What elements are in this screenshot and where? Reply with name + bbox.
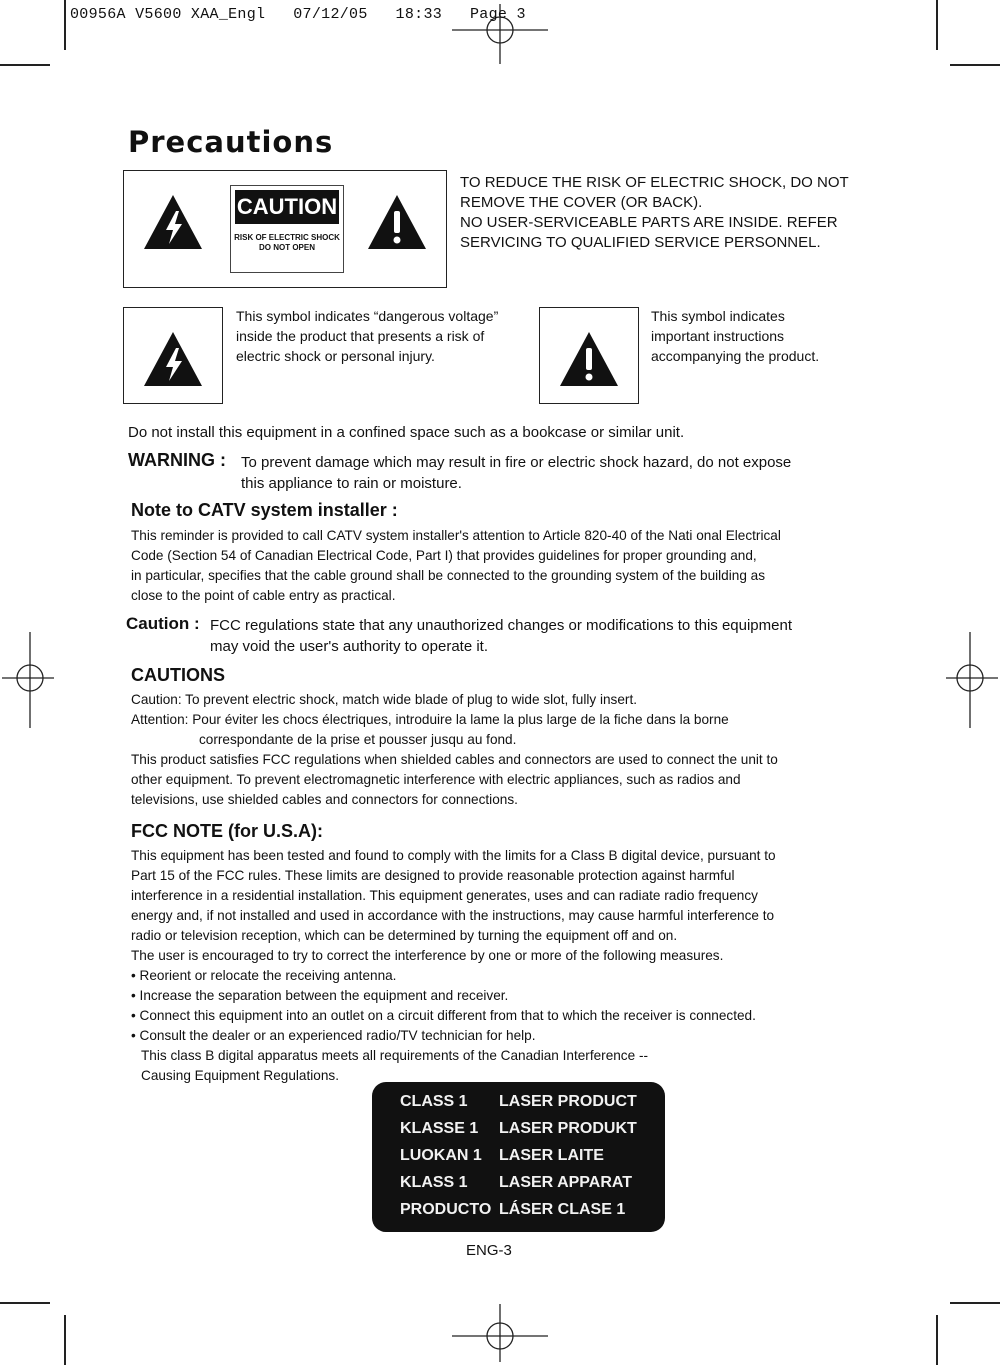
print-slug: 00956A V5600 XAA_Engl 07/12/05 18:33 Page 3: [70, 6, 526, 23]
caution-sticker-line2: DO NOT OPEN: [258, 243, 315, 252]
crop-mark: [0, 64, 50, 66]
registration-mark-left: [0, 630, 56, 730]
description-line: This symbol indicates: [651, 308, 785, 324]
caution-sticker-title: CAUTION: [235, 190, 339, 224]
warning-line: REMOVE THE COVER (OR BACK).: [460, 194, 703, 211]
page-number: ENG-3: [466, 1242, 512, 1259]
body-line: Part 15 of the FCC rules. These limits are designed to provide reasonable protection against harmful: [131, 868, 735, 883]
instructions-symbol-box: [539, 307, 639, 404]
body-line: This equipment has been tested and found to comply with the limits for a Class B digital device, pursuant to: [131, 848, 776, 863]
crop-mark: [950, 1302, 1000, 1304]
voltage-symbol-description: [236, 306, 498, 366]
laser-row: [400, 1170, 632, 1196]
laser-product: LASER PRODUCT: [499, 1093, 637, 1110]
body-line: Attention: Pour éviter les chocs électriques, introduire la lame la plus large de la fiche dans la borne: [131, 712, 729, 727]
laser-row: [400, 1116, 637, 1142]
bullet-item: • Increase the separation between the equipment and receiver.: [131, 988, 509, 1003]
crop-mark: [0, 1302, 50, 1304]
warning-label: WARNING :: [128, 450, 226, 470]
description-line: accompanying the product.: [651, 348, 820, 364]
catv-heading: Note to CATV system installer :: [131, 500, 398, 520]
cautions-body: [131, 690, 778, 810]
warning-line: TO REDUCE THE RISK OF ELECTRIC SHOCK, DO NOT: [460, 174, 849, 191]
lightning-warning-icon: [142, 193, 204, 251]
cautions-heading: CAUTIONS: [131, 665, 225, 685]
body-line: in particular, specifies that the cable ground shall be connected to the grounding system of the building as: [131, 568, 766, 583]
crop-mark: [64, 1315, 66, 1365]
description-line: important instructions: [651, 328, 785, 344]
warning-line: SERVICING TO QUALIFIED SERVICE PERSONNEL.: [460, 234, 821, 251]
body-line: Caution: To prevent electric shock, match wide blade of plug to wide slot, fully insert.: [131, 692, 637, 707]
body-line: televisions, use shielded cables and connectors for connections.: [131, 792, 518, 807]
voltage-symbol-box: [123, 307, 223, 404]
laser-class: PRODUCTO: [400, 1201, 492, 1218]
laser-row: [400, 1143, 604, 1169]
body-line: This product satisfies FCC regulations when shielded cables and connectors are used to connect the unit to: [131, 752, 778, 767]
warning-text-line1: To prevent damage which may result in fire or electric shock hazard, do not expose: [241, 454, 792, 471]
caution-text-line2: may void the user's authority to operate it.: [210, 638, 489, 655]
description-line: This symbol indicates “dangerous voltage”: [236, 308, 499, 324]
warning-text-line2: this appliance to rain or moisture.: [241, 475, 462, 492]
fcc-note-body: [131, 846, 776, 1086]
body-line: This reminder is provided to call CATV system installer's attention to Article 820-40 of the Nati onal Electrical: [131, 528, 781, 543]
body-line: correspondante de la prise et pousser jusqu au fond.: [199, 732, 517, 747]
body-line: radio or television reception, which can be determined by turning the equipment off and on.: [131, 928, 678, 943]
body-line: Causing Equipment Regulations.: [141, 1068, 339, 1083]
description-line: inside the product that presents a risk of: [236, 328, 485, 344]
body-line: energy and, if not installed and used in accordance with the instructions, may cause harmful interference to: [131, 908, 775, 923]
crop-mark: [936, 0, 938, 50]
laser-row: [400, 1089, 637, 1115]
laser-class: KLASSE 1: [400, 1120, 479, 1137]
registration-mark-right: [944, 630, 1000, 730]
fcc-note-heading: FCC NOTE (for U.S.A):: [131, 821, 323, 841]
instructions-symbol-description: [651, 306, 819, 366]
caution-label: Caution :: [126, 614, 200, 633]
caution-sticker: [230, 185, 344, 273]
crop-mark: [950, 64, 1000, 66]
confined-space-notice: Do not install this equipment in a confined space such as a bookcase or similar unit.: [128, 424, 685, 441]
electric-shock-warning: [460, 173, 880, 253]
laser-product: LASER PRODUKT: [499, 1120, 637, 1137]
body-line: other equipment. To prevent electromagnetic interference with electric appliances, such as radios and: [131, 772, 741, 787]
laser-row: [400, 1197, 625, 1223]
caution-label-box: [123, 170, 447, 288]
caution-text-line1: FCC regulations state that any unauthorized changes or modifications to this equipment: [210, 617, 792, 634]
lightning-warning-icon: [142, 330, 204, 388]
crop-mark: [64, 0, 66, 50]
laser-product: LASER APPARAT: [499, 1174, 633, 1191]
bullet-item: • Consult the dealer or an experienced radio/TV technician for help.: [131, 1028, 536, 1043]
bullet-item: • Connect this equipment into an outlet on a circuit different from that to which the receiver is connected.: [131, 1008, 756, 1023]
body-line: Code (Section 54 of Canadian Electrical Code, Part I) that provides guidelines for proper grounding and,: [131, 548, 757, 563]
laser-product: LÁSER CLASE 1: [499, 1201, 626, 1218]
crop-mark: [936, 1315, 938, 1365]
bullet-item: • Reorient or relocate the receiving antenna.: [131, 968, 397, 983]
exclamation-warning-icon: [366, 193, 428, 251]
body-line: close to the point of cable entry as practical.: [131, 588, 396, 603]
exclamation-warning-icon: [558, 330, 620, 388]
laser-class: KLASS 1: [400, 1174, 468, 1191]
page-title: Precautions: [128, 125, 334, 159]
registration-mark-bottom: [450, 1300, 550, 1364]
laser-class-label: [372, 1082, 665, 1232]
description-line: electric shock or personal injury.: [236, 348, 435, 364]
laser-product: LASER LAITE: [499, 1147, 604, 1164]
catv-body: [131, 526, 781, 606]
body-line: interference in a residential installation. This equipment generates, uses and can radiate radio frequency: [131, 888, 758, 903]
laser-class: CLASS 1: [400, 1093, 468, 1110]
laser-class: LUOKAN 1: [400, 1147, 482, 1164]
warning-line: NO USER-SERVICEABLE PARTS ARE INSIDE. REFER: [460, 214, 838, 231]
body-line: This class B digital apparatus meets all requirements of the Canadian Interference --: [141, 1048, 648, 1063]
body-line: The user is encouraged to try to correct the interference by one or more of the following measures.: [131, 948, 724, 963]
caution-sticker-line1: RISK OF ELECTRIC SHOCK: [234, 233, 340, 242]
